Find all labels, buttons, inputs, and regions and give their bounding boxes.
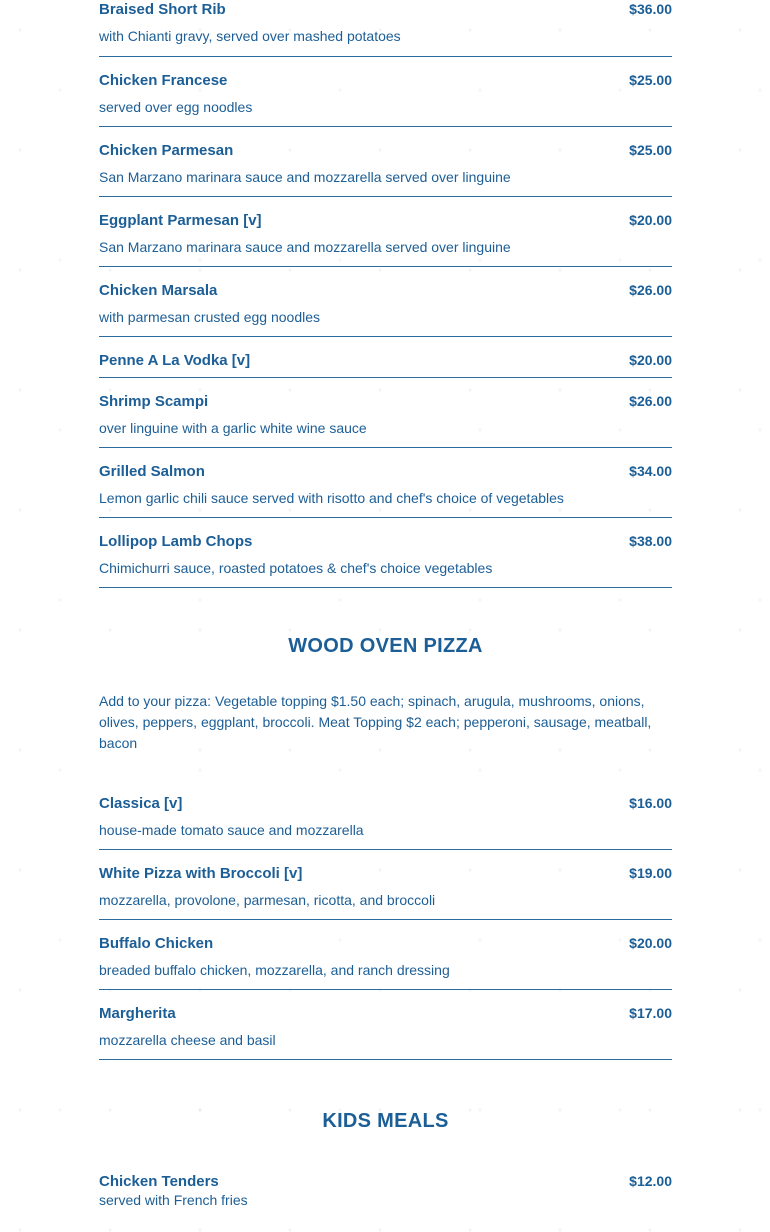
entrees-list xyxy=(99,0,672,588)
pizza-toppings-note: Add to your pizza: Vegetable topping $1.50 each; spinach, arugula, mushrooms, onions, olives, peppers, eggplant, broccoli. Meat Topping $2 each; pepperoni, sausage, meatball, bacon xyxy=(99,693,652,751)
menu-item-name: Chicken Tenders xyxy=(99,1173,219,1190)
menu-item-price: $17.00 xyxy=(629,1005,672,1021)
menu-item-name: Lollipop Lamb Chops xyxy=(99,533,253,550)
pizza-list xyxy=(99,796,672,1060)
menu-item xyxy=(99,337,672,378)
pizza-section-header xyxy=(99,588,672,796)
menu-item xyxy=(99,796,672,850)
menu-item xyxy=(99,920,672,990)
menu-item-description: breaded buffalo chicken, mozzarella, and ranch dressing xyxy=(99,962,450,978)
menu-item-price: $26.00 xyxy=(629,282,672,298)
menu-content xyxy=(99,0,672,1232)
menu-item-name: Chicken Francese xyxy=(99,72,228,89)
menu-item-description: served with French fries xyxy=(99,1192,248,1208)
menu-item xyxy=(99,448,672,518)
menu-item-name: Penne A La Vodka [v] xyxy=(99,352,251,369)
section-title: WOOD OVEN PIZZA xyxy=(288,635,483,657)
kids-section-header xyxy=(99,1060,672,1172)
menu-item-price: $16.00 xyxy=(629,795,672,811)
menu-item-name: Classica [v] xyxy=(99,795,183,812)
menu-item-price: $34.00 xyxy=(629,463,672,479)
menu-item-description: house-made tomato sauce and mozzarella xyxy=(99,822,364,838)
menu-item-price: $26.00 xyxy=(629,393,672,409)
menu-item-price: $25.00 xyxy=(629,142,672,158)
menu-item xyxy=(99,127,672,197)
menu-item-price: $38.00 xyxy=(629,533,672,549)
menu-item-description: with parmesan crusted egg noodles xyxy=(99,309,321,325)
menu-item xyxy=(99,850,672,920)
menu-item-price: $36.00 xyxy=(629,1,672,17)
kids-list xyxy=(99,1172,672,1232)
menu-item xyxy=(99,0,672,57)
menu-item-description: San Marzano marinara sauce and mozzarella served over linguine xyxy=(99,239,511,255)
menu-item-price: $12.00 xyxy=(629,1173,672,1189)
section-title: KIDS MEALS xyxy=(322,1110,449,1132)
menu-item-name: Grilled Salmon xyxy=(99,463,205,480)
menu-item xyxy=(99,267,672,337)
menu-item xyxy=(99,990,672,1060)
menu-item-description: mozzarella cheese and basil xyxy=(99,1032,276,1048)
menu-item-name: Eggplant Parmesan [v] xyxy=(99,212,262,229)
menu-item-price: $20.00 xyxy=(629,352,672,368)
menu-item-name: Chicken Parmesan xyxy=(99,142,234,159)
menu-item-description: mozzarella, provolone, parmesan, ricotta, and broccoli xyxy=(99,892,436,908)
menu-item-price: $20.00 xyxy=(629,212,672,228)
menu-item-description: served over egg noodles xyxy=(99,99,253,115)
menu-item xyxy=(99,57,672,127)
menu-item-price: $19.00 xyxy=(629,865,672,881)
menu-item-name: Margherita xyxy=(99,1005,176,1022)
menu-item-description: over linguine with a garlic white wine sauce xyxy=(99,420,367,436)
menu-item-name: Braised Short Rib xyxy=(99,1,226,18)
menu-item-name: Buffalo Chicken xyxy=(99,935,214,952)
menu-item-name: Chicken Marsala xyxy=(99,282,218,299)
menu-item-description: Chimichurri sauce, roasted potatoes & chef's choice vegetables xyxy=(99,560,493,576)
menu-item xyxy=(99,378,672,448)
menu-item xyxy=(99,1172,672,1232)
menu-item-description: Lemon garlic chili sauce served with risotto and chef's choice of vegetables xyxy=(99,490,564,506)
menu-item-name: White Pizza with Broccoli [v] xyxy=(99,865,303,882)
menu-item-description: San Marzano marinara sauce and mozzarella served over linguine xyxy=(99,169,511,185)
menu-item-description: with Chianti gravy, served over mashed potatoes xyxy=(99,28,401,44)
menu-item-price: $20.00 xyxy=(629,935,672,951)
menu-item xyxy=(99,518,672,588)
menu-item-name: Shrimp Scampi xyxy=(99,393,209,410)
menu-item xyxy=(99,197,672,267)
menu-item-price: $25.00 xyxy=(629,72,672,88)
